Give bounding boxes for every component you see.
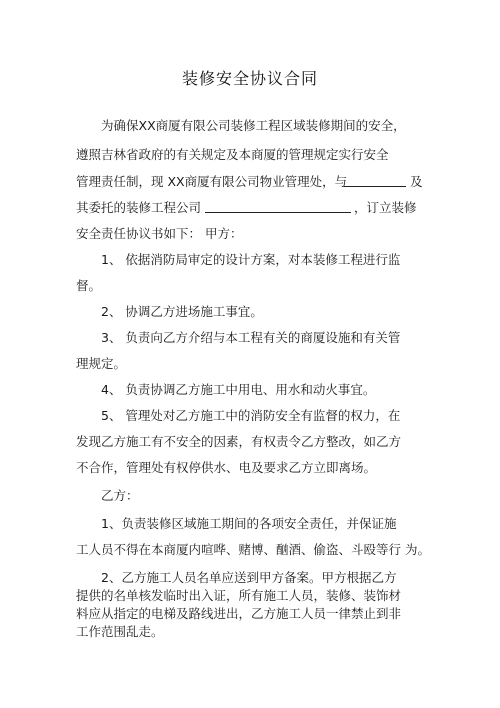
text-line: 管理责任制，现 XX商厦有限公司物业管理处，与 <box>76 174 348 189</box>
blank-underline <box>205 200 351 213</box>
text-line: 2、乙方施工人员名单应送到甲方备案。甲方根据乙方 <box>101 570 397 585</box>
text-line: 其委托的装修工程公司 <box>76 200 202 215</box>
text-line: 料应从指定的电梯及路线进出，乙方施工人员一律禁止到非 <box>76 606 402 621</box>
blank-underline <box>344 174 406 187</box>
text-line: 发现乙方施工有不安全的因素，有权责令乙方整改，如乙方 <box>76 434 402 449</box>
text-line: 为确保XX商厦有限公司装修工程区域装修期间的安全， <box>101 118 406 133</box>
text-line: 1、负责装修区域施工期间的各项安全责任，并保证施 <box>101 516 397 531</box>
text-line: 乙方： <box>101 488 139 503</box>
text-line: 3、 负责向乙方介绍与本工程有关的商厦设施和有关管 <box>101 330 401 345</box>
text-line: 安全责任协议书如下： 甲方： <box>76 226 243 241</box>
text-line: 工人员不得在本商厦内喧哗、赌博、酗酒、偷盗、斗殴等行 为。 <box>76 542 430 557</box>
text-line: 及 <box>410 174 423 189</box>
text-line: 不合作，管理处有权停供水、电及要求乙方立即离场。 <box>76 460 377 475</box>
text-line: 5、 管理处对乙方施工中的消防安全有监督的权力，在 <box>101 408 401 423</box>
text-line: 4、 负责协调乙方施工中用电、用水和动火事宜。 <box>101 382 376 397</box>
text-line: 2、 协调乙方进场施工事宜。 <box>101 304 263 319</box>
text-line: 遵照吉林省政府的有关规定及本商厦的管理规定实行安全 <box>76 147 389 162</box>
text-line: 1、 依据消防局审定的设计方案，对本装修工程进行监 <box>101 252 401 267</box>
text-line: 督。 <box>76 278 102 293</box>
text-line: 理规定。 <box>76 356 127 371</box>
text-line: 工作范围乱走。 <box>76 624 164 639</box>
text-line: 提供的名单核发临时出入证，所有施工人员，装修、装饰材 <box>76 588 402 603</box>
text-line: ，订立装修 <box>354 200 417 215</box>
document-title: 装修安全协议合同 <box>181 69 318 88</box>
